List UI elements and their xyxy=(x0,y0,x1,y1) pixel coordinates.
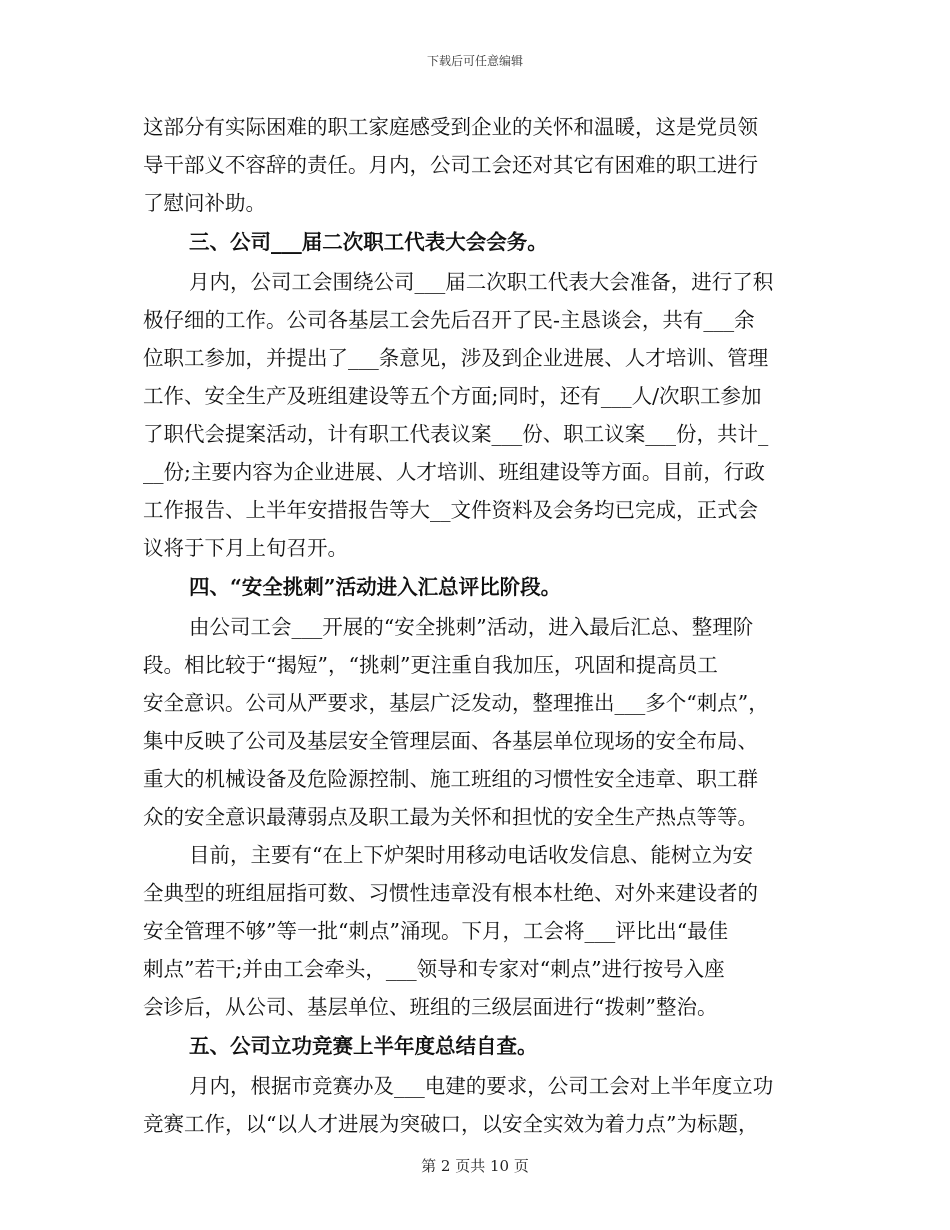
text-line: 段。相比较于“揭短”，“挑刺”更注重自我加压，巩固和提高员工 xyxy=(143,653,718,677)
page-header: 下载后可任意编辑 xyxy=(426,54,523,68)
document-body xyxy=(143,108,809,1143)
text-line: 集中反映了公司及基层安全管理层面、各基层单位现场的安全布局、 xyxy=(143,729,758,753)
text-line: 刺点”若干;并由工会牵头，___领导和专家对“刺点”进行按号入座 xyxy=(143,957,725,981)
text-line: 全典型的班组屈指可数、习惯性违章没有根本杜绝、对外来建设者的 xyxy=(143,881,758,905)
section-heading: 四、“安全挑刺”活动进入汇总评比阶段。 xyxy=(189,575,562,599)
text-line: 众的安全意识最薄弱点及职工最为关怀和担忧的安全生产热点等等。 xyxy=(143,805,758,829)
text-line: 议将于下月上旬召开。 xyxy=(143,536,348,560)
page-footer: 第 2 页共 10 页 xyxy=(421,1157,529,1175)
section-heading: 三、公司___届二次职工代表大会会务。 xyxy=(189,230,548,254)
text-line: 目前，主要有“在上下炉架时用移动电话收发信息、能树立为安 xyxy=(189,843,753,867)
text-line: 重大的机械设备及危险源控制、施工班组的习惯性安全违章、职工群 xyxy=(143,767,758,791)
text-line: 了慰问补助。 xyxy=(143,191,266,215)
text-line: __份;主要内容为企业进展、人才培训、班组建设等方面。目前，行政 xyxy=(143,460,765,484)
text-line: 竞赛工作，以“以人才进展为突破口，以安全实效为着力点”为标题， xyxy=(143,1112,759,1136)
text-line: 月内，根据市竞赛办及___电建的要求，公司工会对上半年度立功 xyxy=(189,1074,774,1098)
text-line: 工作、安全生产及班组建设等五个方面;同时，还有___人/次职工参加 xyxy=(143,384,762,408)
text-line: 极仔细的工作。公司各基层工会先后召开了民-主恳谈会，共有___余 xyxy=(143,308,755,332)
text-line: 安全管理不够”等一批“刺点”涌现。下月，工会将___评比出“最佳 xyxy=(143,919,729,943)
text-line: 位职工参加，并提出了___条意见，涉及到企业进展、人才培训、管理 xyxy=(143,346,769,370)
text-line: 月内，公司工会围绕公司___届二次职工代表大会准备，进行了积 xyxy=(189,270,774,294)
text-line: 工作报告、上半年安措报告等大__文件资料及会务均已完成，正式会 xyxy=(143,498,758,522)
section-heading: 五、公司立功竞赛上半年度总结自查。 xyxy=(189,1034,538,1058)
text-line: 导干部义不容辞的责任。月内，公司工会还对其它有困难的职工进行 xyxy=(143,153,758,177)
text-line: 由公司工会___开展的“安全挑刺”活动，进入最后汇总、整理阶 xyxy=(189,615,754,639)
text-line: 会诊后，从公司、基层单位、班组的三级层面进行“拨刺”整治。 xyxy=(143,995,718,1019)
text-line: 了职代会提案活动，计有职工代表议案___份、职工议案___份，共计_ xyxy=(143,422,769,446)
text-line: 这部分有实际困难的职工家庭感受到企业的关怀和温暖，这是党员领 xyxy=(143,115,758,139)
text-line: 安全意识。公司从严要求，基层广泛发动，整理推出___多个“刺点”， xyxy=(143,691,769,715)
